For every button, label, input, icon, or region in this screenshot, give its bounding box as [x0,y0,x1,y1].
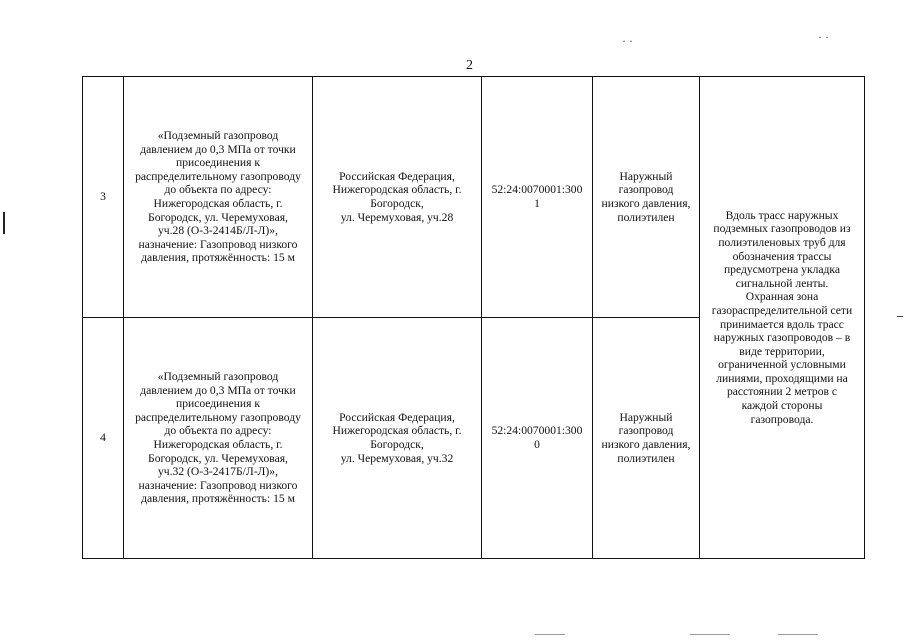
text-line: ограниченной условными [718,358,846,372]
text-line: Богородск, ул. Черемуховая, [148,451,288,465]
text-line: Российская Федерация, [339,410,455,424]
object-description-cell [124,77,313,318]
address-cell [313,77,482,318]
registry-table [82,76,865,559]
text-line: давлением до 0,3 МПа от точки [140,142,296,156]
text-line: полиэтилен [617,210,675,224]
text-line: Богородск, ул. Черемуховая, [148,210,288,224]
text-line: газораспределительной сети [711,303,853,317]
address-cell [313,318,482,559]
text-line: уч.32 (О-3-2417Б/Л-Л)», [158,465,278,479]
text-line: давления, протяжённость: 15 м [141,492,295,506]
text-line: Охранная зона [745,290,819,304]
scan-artifact-line [535,634,565,635]
text-line: расстоянии 2 метров с [726,385,838,399]
object-type-cell [593,77,700,318]
text-line: 52:24:0070001:300 [491,183,583,197]
object-type-cell [593,318,700,559]
table-row [83,77,865,318]
text-line: сигнальной ленты. [735,276,829,290]
text-line: газопровода. [750,412,814,426]
text-line: 1 [534,197,540,210]
text-line: Нижегородская область, г. [332,183,462,197]
text-line: 0 [534,438,540,451]
row-number-cell: 3 [83,77,124,318]
text-line: присоединения к [175,156,260,170]
text-line: Богородск, [370,197,424,210]
scan-artifact-line [778,634,818,635]
text-line: Вдоль трасс наружных [725,208,839,222]
text-line: Наружный [619,410,673,424]
text-line: полиэтилен [617,451,675,465]
text-line: уч.28 (О-3-2414Б/Л-Л)», [158,224,278,238]
text-line: низкого давления, [601,438,691,451]
cadastral-number-cell [482,318,593,559]
text-line: подземных газопроводов из [713,222,851,236]
text-line: низкого давления, [601,197,691,210]
text-line: газопровод [618,424,674,438]
text-line: «Подземный газопровод [157,370,279,384]
text-line: до объекта по адресу: [164,183,272,197]
text-line: Нижегородская область, г. [153,438,283,451]
scan-artifact-line [690,634,730,635]
text-line: распределительному газопроводу [135,169,301,183]
scan-artifact-bar [3,212,5,234]
text-line: Наружный [619,169,673,183]
text-line: обозначения трассы [732,249,832,263]
text-line: назначение: Газопровод низкого [138,237,298,251]
object-description-cell [124,318,313,559]
text-line: присоединения к [175,397,260,411]
protection-zone-cell [700,77,865,559]
text-line: 52:24:0070001:300 [491,424,583,438]
text-line: газопровод [618,183,674,197]
text-line: линиями, проходящими на [716,371,848,385]
text-line: давления, протяжённость: 15 м [141,251,295,265]
text-line: ул. Черемуховая, уч.28 [340,210,454,224]
text-line: ул. Черемуховая, уч.32 [340,451,454,465]
text-line: «Подземный газопровод [157,129,279,143]
scan-dots-left: · · [622,34,633,48]
text-line: Нижегородская область, г. [332,424,462,438]
cadastral-number-cell [482,77,593,318]
text-line: назначение: Газопровод низкого [138,478,298,492]
text-line: давлением до 0,3 МПа от точки [140,383,296,397]
page-number: 2 [466,58,473,73]
scan-dots-right: · · [818,30,829,44]
text-line: каждой стороны [741,399,823,413]
text-line: виде территории, [739,344,825,358]
text-line: Нижегородская область, г. [153,197,283,210]
text-line: наружных газопроводов – в [713,331,851,345]
row-number-cell: 4 [83,318,124,559]
text-line: предусмотрена укладка [723,263,841,277]
text-line: Богородск, [370,438,424,451]
text-line: принимается вдоль трасс [720,317,844,331]
scan-artifact-mark [897,316,903,317]
text-line: распределительному газопроводу [135,410,301,424]
text-line: до объекта по адресу: [164,424,272,438]
text-line: Российская Федерация, [339,169,455,183]
text-line: полиэтиленовых труб для [718,235,846,249]
